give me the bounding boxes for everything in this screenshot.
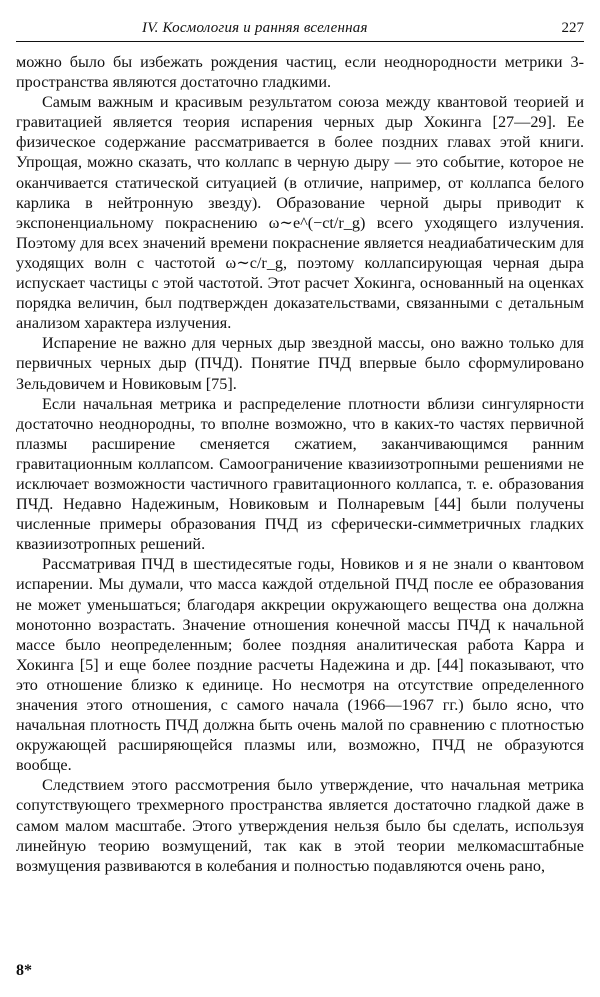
paragraph: можно было бы избежать рождения частиц, если неоднородности метрики 3-пространства являются достаточно гладкими. xyxy=(16,53,584,92)
page-number: 227 xyxy=(561,20,584,36)
running-header xyxy=(16,8,584,36)
header-rule xyxy=(16,41,584,42)
paragraph: Следствием этого рассмотрения было утверждение, что начальная метрика сопутствующего трехмерного пространства является достаточно гладкой даже в самом малом масштабе. Этого утверждения нельзя было бы сделать, используя линейную теорию возмущений, так как в этой теории мелкомасштабные возмущения развиваются в колебания и полностью подавляются очень рано, xyxy=(16,776,584,875)
body-text xyxy=(16,52,584,876)
paragraph: Испарение не важно для черных дыр звездной массы, оно важно только для первичных черных дыр (ПЧД). Понятие ПЧД впервые было сформулировано Зельдовичем и Новиковым [75]. xyxy=(16,334,584,393)
signature-mark: 8* xyxy=(16,962,32,979)
paragraph: Рассматривая ПЧД в шестидесятые годы, Новиков и я не знали о квантовом испарении. Мы думали, что масса каждой отдельной ПЧД после ее образования не может уменьшаться; благодаря аккреции окружающего вещества она должна монотонно возрастать. Значение отношения конечной массы ПЧД к начальной массе было неопределенным; более поздняя аналитическая работа Карра и Хокинга [5] и еще более поздние расчеты Надежина и др. [44] показывают, что это отношение близко к единице. Но несмотря на отсутствие определенного значения этого отношения, с самого начала (1966—1967 гг.) было ясно, что начальная плотность ПЧД должна быть очень малой по сравнению с плотностью окружающей расширяющейся плазмы или, возможно, ПЧД не образуются вообще. xyxy=(16,555,584,775)
paragraph: Самым важным и красивым результатом союза между квантовой теорией и гравитацией является теория испарения черных дыр Хокинга [27—29]. Ее физическое содержание рассматривается в более поздних главах этой книги. Упрощая, можно сказать, что коллапс в черную дыру — это событие, которое не оканчивается статической ситуацией (в отличие, например, от коллапса белого карлика в нейтронную звезду). Образование черной дыры приводит к экспоненциальному покраснению ω∼e^(−ct/r_g) всего уходящего излучения. Поэтому для всех значений времени покраснение является неадиабатическим для уходящих волн с частотой ω∼c/r_g, поэтому коллапсирующая черная дыра испускает частицы с этой частотой. Этот расчет Хокинга, основанный на оценках порядка величин, был подтвержден доказательствами, связанными с детальным анализом характера излучения. xyxy=(16,93,584,333)
paragraph: Если начальная метрика и распределение плотности вблизи сингулярности достаточно неоднородны, то вполне возможно, что в каких-то частях первичной плазмы расширение сменяется сжатием, заканчивающимся ранним гравитационным коллапсом. Самоограничение квазиизотропными решениями не исключает возможности частичного гравитационного коллапса, т. е. образования ПЧД. Недавно Надежиным, Новиковым и Полнаревым [44] были получены численные примеры образования ПЧД из сферически-симметричных гладких квазиизотропных решений. xyxy=(16,394,584,554)
running-title: IV. Космология и ранняя вселенная xyxy=(142,20,368,36)
